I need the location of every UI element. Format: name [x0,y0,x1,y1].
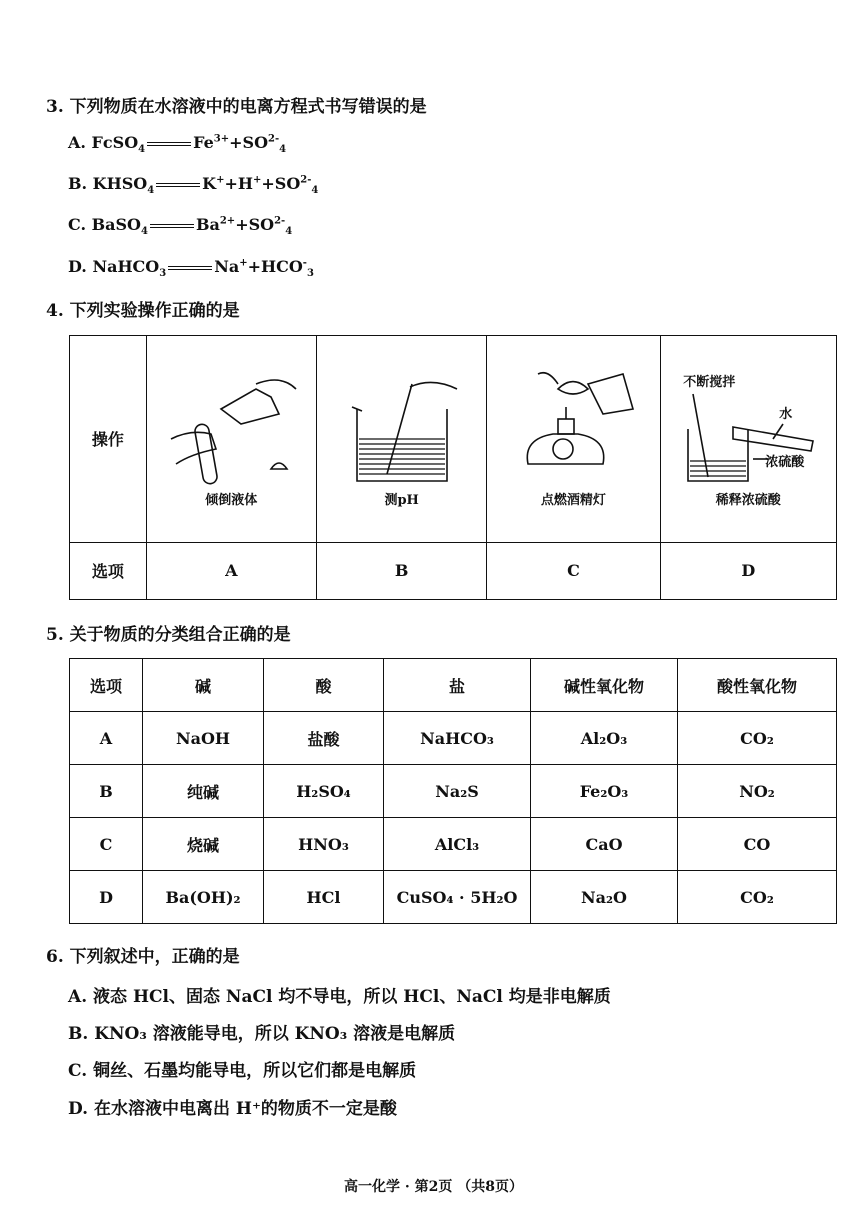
measure-ph-illustration [332,369,472,489]
question-4-stem: 4. 下列实验操作正确的是 [46,301,240,321]
experiment-table [69,335,837,600]
choice-c: C [487,542,660,599]
table-cell: CO₂ [678,871,837,924]
table-cell: CaO [531,818,678,871]
table-cell: Al₂O₃ [531,712,678,765]
figure-pour-liquid [146,336,316,543]
table-cell: 盐酸 [264,712,384,765]
figure-light-lamp [487,336,660,543]
q3-option-d: D. NaHCO$_3$ $Na^++HCO^-_3$ [68,257,314,280]
table-cell: C [70,818,143,871]
pour-liquid-illustration [161,369,301,489]
caption-dilute-acid: 稀释浓硫酸 [715,493,781,509]
header-cell: 酸性氧化物 [678,659,837,712]
table-cell: A [70,712,143,765]
question-5-stem: 5. 关于物质的分类组合正确的是 [46,625,291,645]
table-row [70,712,837,765]
table-cell: 烧碱 [143,818,264,871]
q6-option-d: D. 在水溶液中电离出 H⁺的物质不一定是酸 [68,1099,397,1119]
table-cell: NaOH [143,712,264,765]
table-cell: NaHCO₃ [384,712,531,765]
table-cell: HCl [264,871,384,924]
table-cell: Na₂S [384,765,531,818]
table-cell: AlCl₃ [384,818,531,871]
q3-option-a: A. FcSO$_4$ $Fe^{3+}+SO^{2-}_4$ [68,133,287,156]
table-header-row [70,659,837,712]
caption-light-lamp: 点燃酒精灯 [540,493,606,509]
table-cell: D [70,871,143,924]
choice-b: B [316,542,486,599]
table-cell: Fe₂O₃ [531,765,678,818]
classification-table [69,658,837,924]
figure-dilute-acid [660,336,836,543]
table-row [70,818,837,871]
row-header-choice: 选项 [70,542,147,599]
table-cell: HNO₃ [264,818,384,871]
table-cell: Na₂O [531,871,678,924]
choice-d: D [660,542,836,599]
caption-measure-ph: 测pH [384,493,419,509]
table-cell: B [70,765,143,818]
table-cell: 纯碱 [143,765,264,818]
q6-option-c: C. 铜丝、石墨均能导电，所以它们都是电解质 [68,1061,417,1081]
header-cell: 选项 [70,659,143,712]
table-cell: CuSO₄ · 5H₂O [384,871,531,924]
question-3-stem: 3. 下列物质在水溶液中的电离方程式书写错误的是 [46,97,427,117]
choice-a: A [146,542,316,599]
q6-option-a: A. 液态 HCl、固态 NaCl 均不导电，所以 HCl、NaCl 均是非电解质 [68,987,611,1007]
table-cell: CO₂ [678,712,837,765]
q3-option-c: C. BaSO$_4$ $Ba^{2+}+SO^{2-}_4$ [68,215,293,238]
header-cell: 盐 [384,659,531,712]
caption-pour-liquid: 倾倒液体 [205,493,258,509]
table-row [70,871,837,924]
table-cell: H₂SO₄ [264,765,384,818]
light-alcohol-lamp-illustration [503,369,643,489]
annotation-stir: 不断搅拌 [683,375,736,391]
q3-option-b: B. $KHSO_4$ $K^++H^++SO^{2-}_4$ [68,174,319,197]
q6-option-b: B. KNO₃ 溶液能导电，所以 KNO₃ 溶液是电解质 [68,1024,456,1044]
table-cell: NO₂ [678,765,837,818]
figure-measure-ph [316,336,486,543]
table-row [70,765,837,818]
annotation-water: 水 [779,407,793,423]
question-6-stem: 6. 下列叙述中，正确的是 [46,947,240,967]
table-cell: Ba(OH)₂ [143,871,264,924]
page-footer: 高一化学 · 第2页 （共8页） [344,1179,523,1195]
header-cell: 碱性氧化物 [531,659,678,712]
row-header-operation: 操作 [70,336,147,543]
header-cell: 酸 [264,659,384,712]
header-cell: 碱 [143,659,264,712]
annotation-conc-acid: 浓硫酸 [765,455,805,471]
table-cell: CO [678,818,837,871]
